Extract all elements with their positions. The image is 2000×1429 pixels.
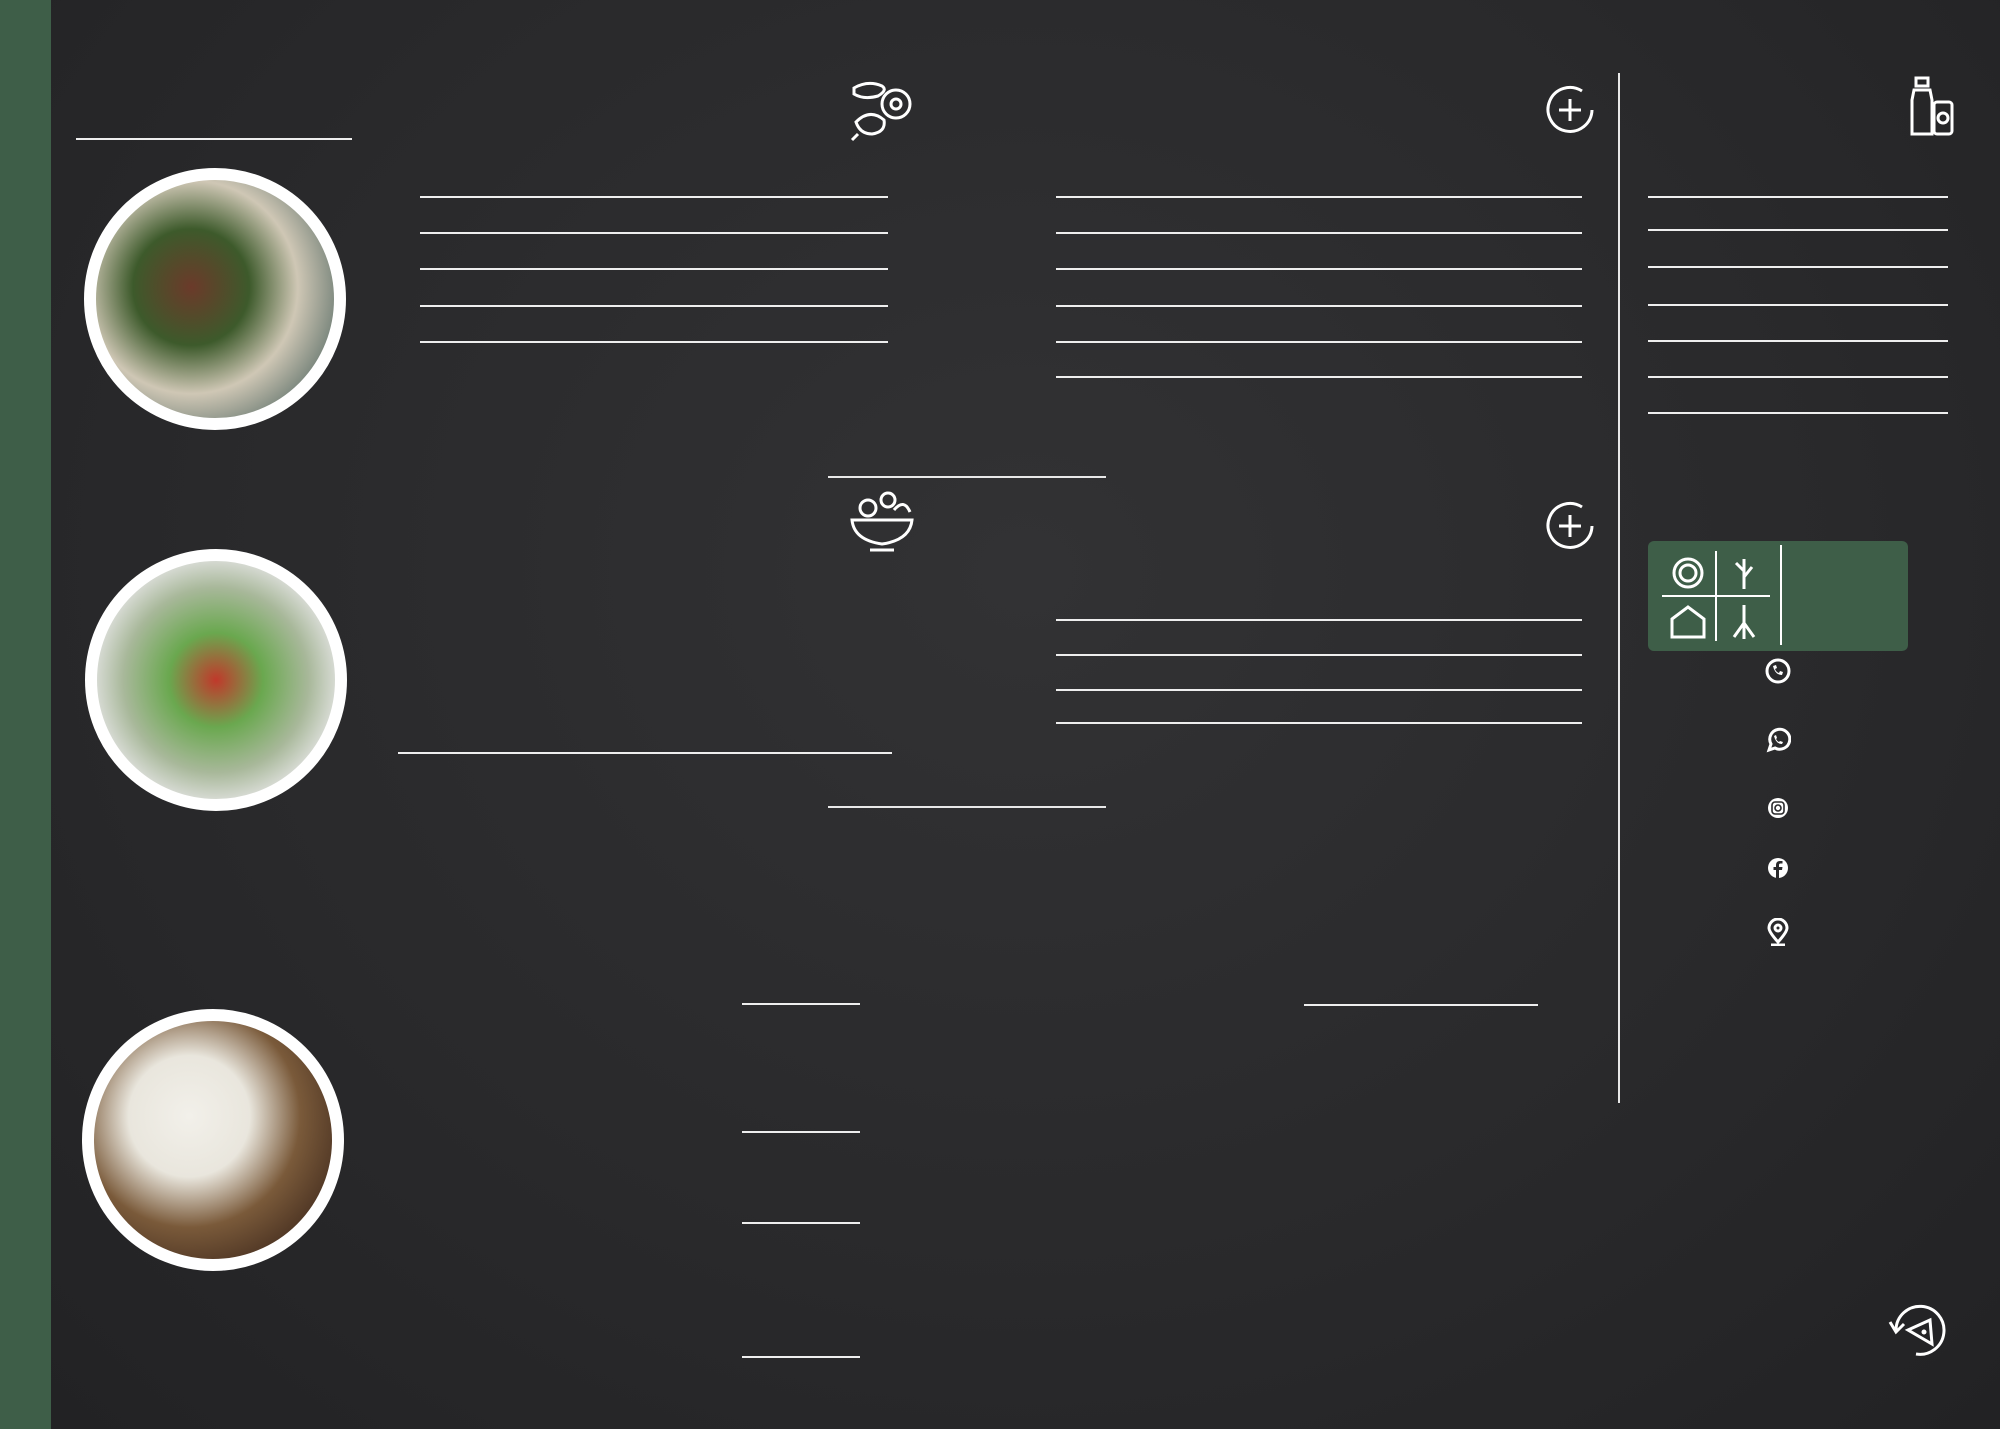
extras-item-row — [1046, 341, 1588, 348]
extras-item-row — [1046, 689, 1588, 696]
extras-item-row — [1046, 305, 1588, 312]
protein-photo — [84, 168, 346, 430]
tapioca-photo — [82, 1009, 344, 1271]
extras-item-row — [1046, 196, 1588, 203]
drink-item-row — [1638, 304, 1954, 311]
price-leader-line — [742, 1222, 860, 1224]
menu-title-underline — [76, 138, 352, 140]
drinks-column-divider — [1618, 73, 1620, 1103]
extras-item-row — [1046, 376, 1588, 383]
extras-item-row — [1046, 654, 1588, 661]
pizza-arrow-icon[interactable] — [1886, 1300, 1950, 1362]
house-salad-row — [388, 752, 898, 759]
plus-circle-icon — [1542, 498, 1598, 554]
meat-icon — [848, 78, 918, 142]
extras-item-row — [1046, 619, 1588, 626]
phone-icon — [1765, 658, 1791, 684]
instagram-icon — [1767, 797, 1789, 819]
section-divider — [828, 806, 1106, 808]
logo-divider — [1780, 545, 1782, 645]
facebook-icon — [1767, 857, 1789, 879]
price-leader-line — [742, 1356, 860, 1358]
cantina-brasil-logo — [1648, 541, 1908, 651]
price-leader-line — [742, 1131, 860, 1133]
extras-item-row — [1046, 268, 1588, 275]
salad-bowl-icon — [848, 490, 916, 556]
protein-item-row — [388, 268, 894, 275]
protein-item-row — [388, 196, 894, 203]
chalkboard-background — [51, 0, 2000, 1429]
sidebar-stripe — [0, 0, 51, 1429]
price-leader-line — [742, 1003, 860, 1005]
drink-item-row — [1638, 412, 1954, 419]
protein-item-row — [388, 341, 894, 348]
drink-item-row — [1638, 266, 1954, 273]
bottle-icon — [1910, 76, 1954, 138]
drink-item-row — [1638, 340, 1954, 347]
drink-item-row — [1638, 376, 1954, 383]
protein-item-row — [388, 232, 894, 239]
price-leader-line — [1304, 1004, 1538, 1006]
extras-item-row — [1046, 722, 1588, 729]
drink-item-row — [1638, 229, 1954, 236]
tapioca-doce-heading — [1046, 822, 1053, 840]
protein-item-row — [388, 305, 894, 312]
salad-photo — [85, 549, 347, 811]
plus-circle-icon — [1542, 82, 1598, 138]
whatsapp-icon — [1765, 727, 1791, 753]
tapioca-salgada-heading — [386, 822, 393, 840]
extras-item-row — [1046, 232, 1588, 239]
location-pin-icon — [1766, 918, 1790, 946]
logo-emblem-icon — [1658, 549, 1774, 643]
drink-item-row — [1638, 196, 1954, 203]
section-divider — [828, 476, 1106, 478]
